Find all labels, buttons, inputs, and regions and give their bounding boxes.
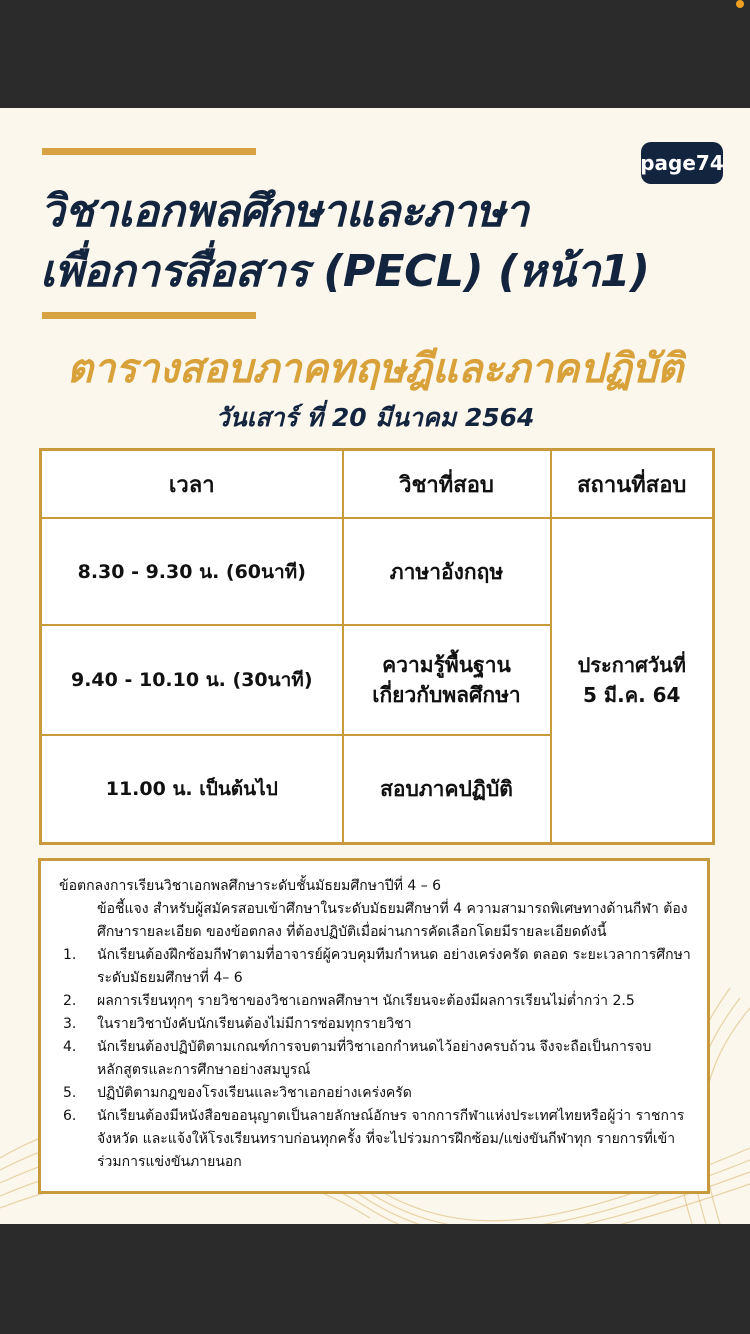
subject-line: ภาษาอังกฤษ xyxy=(389,559,504,584)
page-badge: page74 xyxy=(641,142,723,184)
row-subject xyxy=(343,735,551,843)
title-line-2: เพื่อการสื่อสาร (PECL) (หน้า1) xyxy=(40,246,650,297)
header-subject: วิชาที่สอบ xyxy=(343,450,551,519)
list-item-text: ปฏิบัติตามกฎของโรงเรียนและวิชาเอกอย่างเคร่งครัด xyxy=(97,1085,412,1101)
list-item xyxy=(59,944,693,990)
place-line: 5 มี.ค. 64 xyxy=(583,683,681,708)
header-place: สถานที่สอบ xyxy=(551,450,714,519)
notes-heading: ข้อตกลงการเรียนวิชาเอกพลศึกษาระดับชั้นมัธยมศึกษาปีที่ 4 – 6 xyxy=(59,878,442,894)
table-row xyxy=(41,518,714,625)
header-time: เวลา xyxy=(41,450,343,519)
title-line-1: วิชาเอกพลศึกษาและภาษา xyxy=(40,186,529,237)
row-time: 9.40 - 10.10 น. (30นาที) xyxy=(41,625,343,735)
top-bar xyxy=(0,0,750,108)
place-line: ประกาศวันที่ xyxy=(577,653,686,678)
list-item-text: นักเรียนต้องฝึกซ้อมกีฬาตามที่อาจารย์ผู้ควบคุมทีมกำหนด อย่างเคร่งครัด ตลอด ระยะเวลาการศึกษาระดับมัธยมศึกษาที่ 4– 6 xyxy=(97,947,691,986)
row-subject xyxy=(343,518,551,625)
list-item-text: ผลการเรียนทุกๆ รายวิชาของวิชาเอกพลศึกษาฯ นักเรียนจะต้องมีผลการเรียนไม่ต่ำกว่า 2.5 xyxy=(97,993,635,1009)
list-item-text: นักเรียนต้องมีหนังสือขออนุญาตเป็นลายลักษณ์อักษร จากการกีฬาแห่งประเทศไทยหรือผู้ว่า ราชการจังหวัด และแจ้งให้โรงเรียนทราบก่อนทุกครั้ง ที่จะไปร่วมการฝึกซ้อม/แข่งขันกีฬาทุก รายการที่เข้าร่วมการแข่งขันภายนอก xyxy=(97,1108,685,1170)
notes-intro: ข้อชี้แจง สำหรับผู้สมัครสอบเข้าศึกษาในระดับมัธยมศึกษาที่ 4 ความสามารถพิเศษทางด้านกีฬา ต้องศึกษารายละเอียด ของข้อตกลง ที่ต้องปฏิบัติเมื่อผ่านการคัดเลือกโดยมีรายละเอียดดังนี้ xyxy=(97,901,688,940)
list-item xyxy=(59,1036,693,1082)
status-indicator-dot xyxy=(736,0,744,8)
row-subject xyxy=(343,625,551,735)
list-item xyxy=(59,990,693,1013)
list-item xyxy=(59,1013,693,1036)
list-item-number: 4. xyxy=(63,1039,77,1055)
list-item xyxy=(59,1082,693,1105)
agreement-notes-box xyxy=(38,858,710,1194)
subject-line: ความรู้พื้นฐาน xyxy=(382,653,511,677)
exam-schedule-table xyxy=(39,448,715,845)
title-bottom-rule xyxy=(42,312,256,319)
subject-line: เกี่ยวกับพลศึกษา xyxy=(372,683,521,707)
schedule-subtitle: ตารางสอบภาคทฤษฎีและภาคปฏิบัติ xyxy=(66,346,684,392)
table-header-row xyxy=(41,450,714,519)
list-item-text: ในรายวิชาบังคับนักเรียนต้องไม่มีการซ่อมทุกรายวิชา xyxy=(97,1016,412,1032)
exam-place xyxy=(551,518,714,843)
list-item xyxy=(59,1105,693,1174)
list-item-number: 5. xyxy=(63,1085,77,1101)
list-item-number: 6. xyxy=(63,1108,77,1124)
list-item-number: 1. xyxy=(63,947,77,963)
row-time: 8.30 - 9.30 น. (60นาที) xyxy=(41,518,343,625)
list-item-number: 2. xyxy=(63,993,77,1009)
exam-date: วันเสาร์ ที่ 20 มีนาคม 2564 xyxy=(215,403,535,432)
subject-line: สอบภาคปฏิบัติ xyxy=(380,776,513,801)
poster xyxy=(0,108,750,1224)
list-item-number: 3. xyxy=(63,1016,77,1032)
row-time: 11.00 น. เป็นต้นไป xyxy=(41,735,343,843)
bottom-bar xyxy=(0,1224,750,1334)
title-top-rule xyxy=(42,148,256,155)
list-item-text: นักเรียนต้องปฏิบัติตามเกณฑ์การจบตามที่วิชาเอกกำหนดไว้อย่างครบถ้วน จึงจะถือเป็นการจบ หลักสูตรและการศึกษาอย่างสมบูรณ์ xyxy=(97,1039,652,1078)
